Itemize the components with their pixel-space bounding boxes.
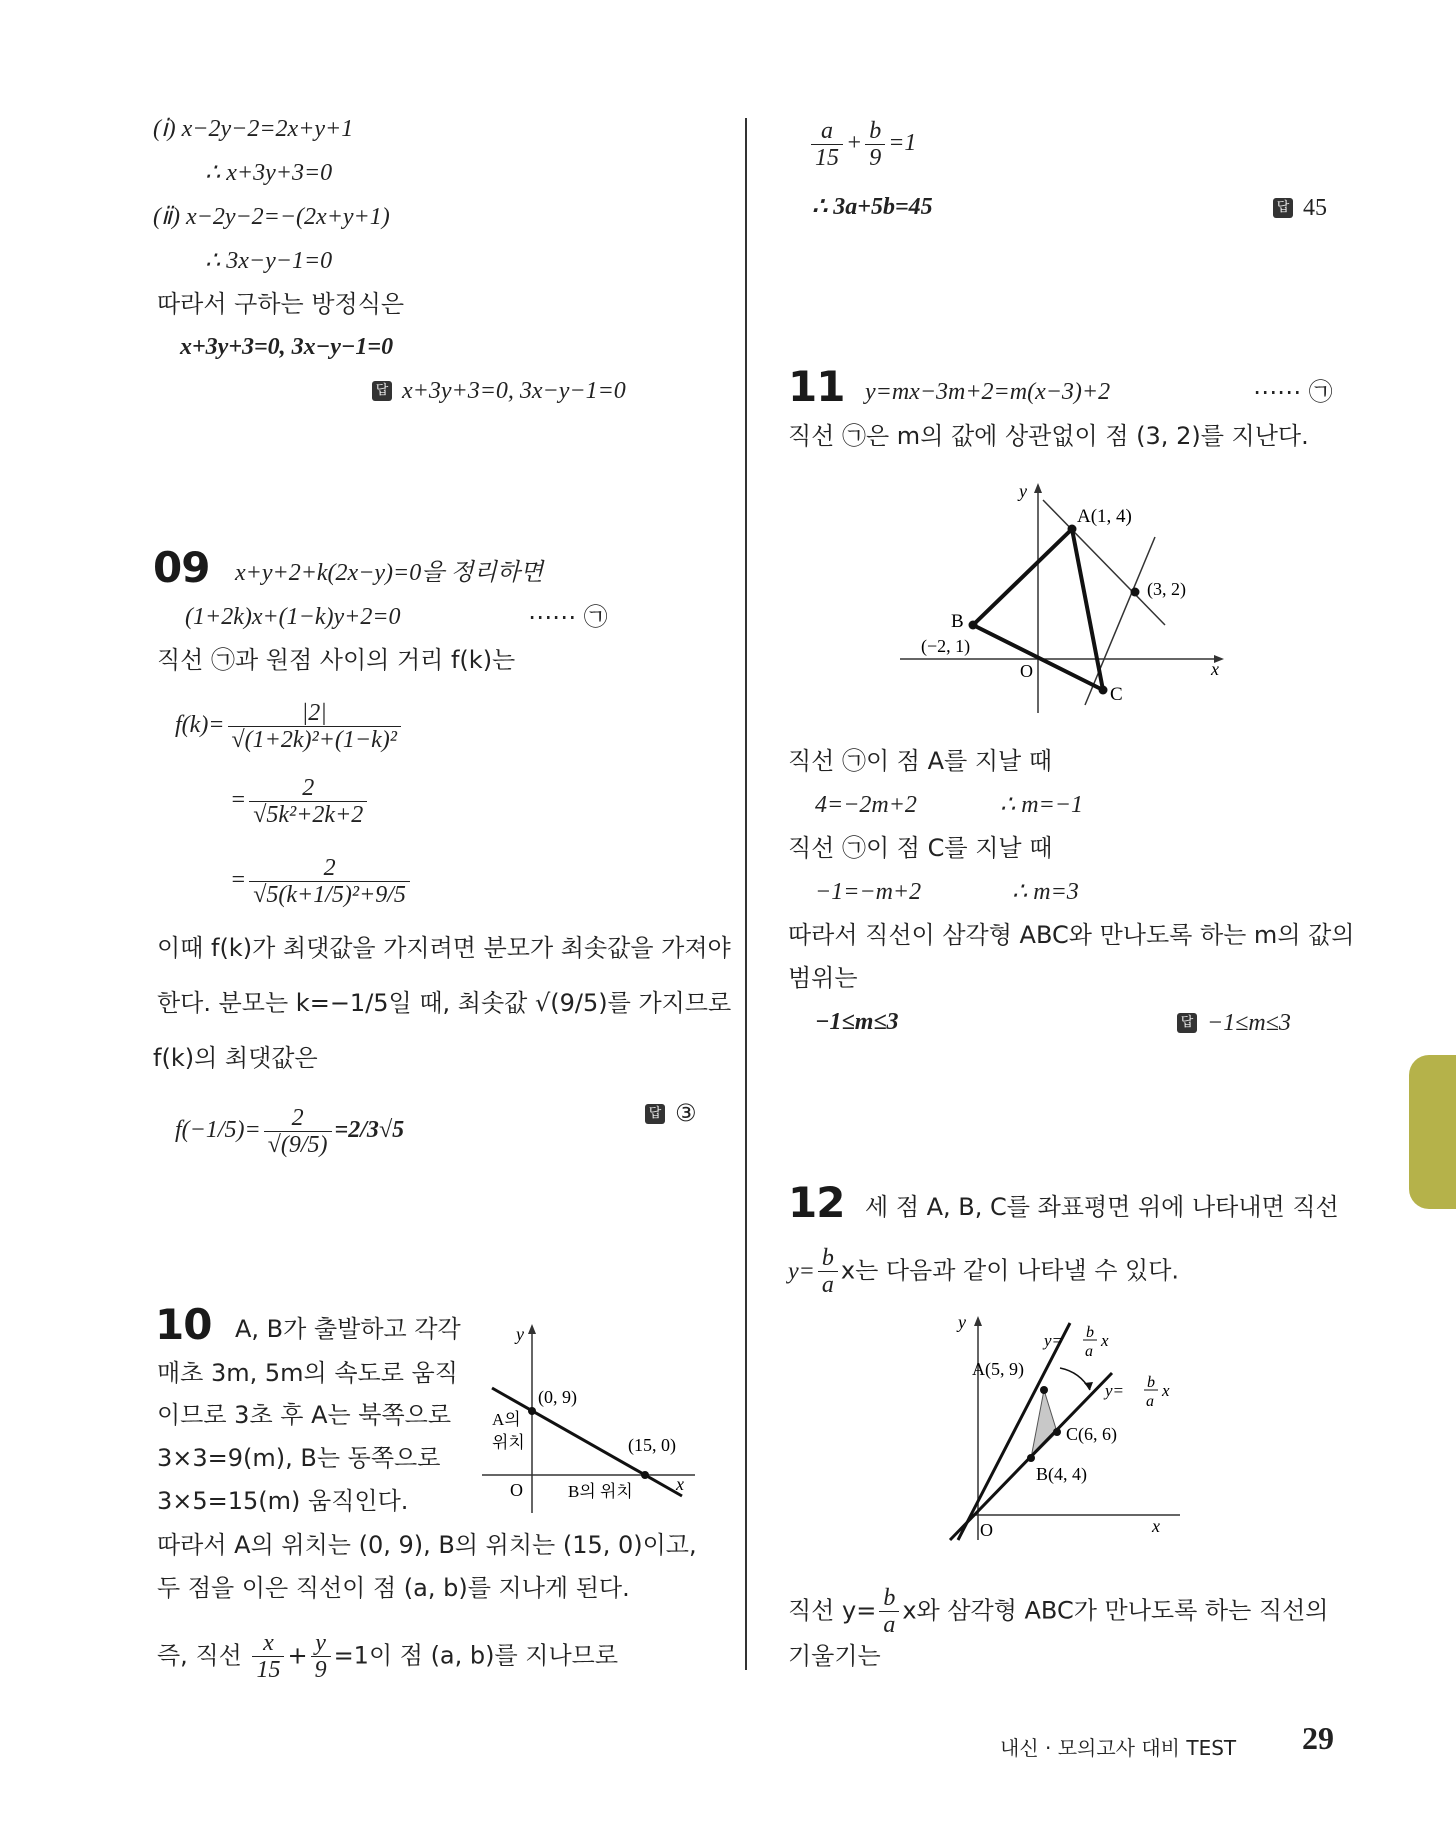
q12-pt-b-label: B(4, 4) [1036,1464,1087,1484]
q11-pt-fixed-label: (3, 2) [1147,579,1186,599]
q10-answer-value: 45 [1303,195,1327,221]
q08-line-3: (ⅱ) x−2y−2=−(2x+y+1) [153,204,390,230]
svg-text:x: x [1162,1381,1170,1400]
q11-pt-a-label: A(1, 4) [1077,506,1132,527]
q11-origin: O [1020,661,1033,681]
q09-line-1: x+y+2+k(2x−y)=0을 정리하면 [235,560,544,586]
q12-origin: O [980,1520,993,1540]
page-number: 29 [1302,1720,1334,1756]
q12-graph [940,1310,1200,1545]
q12-point-a [1040,1386,1048,1394]
column-divider [745,118,747,1670]
q10-origin: O [510,1480,523,1500]
q10-a-pos-2: 위치 [492,1433,525,1452]
q10-point-a [528,1407,536,1415]
q11-graph [895,475,1235,715]
y-axis-arrow-icon [528,1324,536,1334]
q11-y-label: y [1019,481,1027,501]
q09-answer [645,1098,697,1128]
q12-point-b [1027,1454,1035,1462]
q09-line-3: 직선 ㉠과 원점 사이의 거리 f(k)는 [157,646,516,674]
svg-text:a: a [1085,1343,1093,1360]
q12-number: 12 [788,1178,845,1227]
q12-y-label: y [958,1312,966,1332]
q11-line-5: 직선 ㉠이 점 C를 지날 때 [788,834,1053,862]
q09-final: f(−1/5)= $\frac{2}{√(9/5)}$ =2/3√5 [175,1105,405,1158]
q11-number: 11 [788,362,845,411]
q09-marker: ⋯⋯ ㉠ [528,603,608,631]
q11-answer-value: −1≤m≤3 [1207,1010,1291,1036]
q08-line-5: 따라서 구하는 방정식은 [157,290,405,318]
y-axis-arrow-icon [1034,483,1042,493]
q12-line-1: 세 점 A, B, C를 좌표평면 위에 나타내면 직선 [865,1193,1339,1221]
q11-line-4b: ∴ m=−1 [1000,792,1083,818]
q10-line-3: 이므로 3초 후 A는 북쪽으로 [157,1401,452,1429]
q10-cont-result: ∴ 3a+5b=45 [812,194,933,220]
q12-line-3: 직선 y= $\frac{b}{a}$ x와 삼각형 ABC가 만나도록 하는 직선의 [788,1585,1329,1638]
q12-x-label: x [1152,1516,1160,1536]
svg-text:y=: y= [1105,1381,1125,1400]
q11-line-7: 따라서 직선이 삼각형 ABC와 만나도록 하는 m의 값의 [788,921,1355,949]
q12-line-label-right [1103,1374,1170,1410]
q08-answer-value: x+3y+3=0, 3x−y−1=0 [402,378,626,404]
q12-triangle-abc [1031,1390,1057,1458]
q10-line-7: 두 점을 이은 직선이 점 (a, b)를 지나게 된다. [157,1574,630,1602]
q11-line-6b: ∴ m=3 [1012,879,1079,905]
footer-title: 내신 · 모의고사 대비 TEST [1000,1736,1237,1760]
q10-line-6: 따라서 A의 위치는 (0, 9), B의 위치는 (15, 0)이고, [157,1531,697,1559]
q11-line-through-c [1085,537,1155,705]
q08-line-1: (ⅰ) x−2y−2=2x+y+1 [153,116,354,142]
q11-line-4: 4=−2m+2 [815,792,917,818]
q09-eq2: = $\frac{2}{\text{√5k²+2k+2}}$ [230,775,370,828]
q08-answer [372,375,626,406]
q08-result: x+3y+3=0, 3x−y−1=0 [180,334,394,360]
q10-x-label: x [676,1474,684,1494]
svg-text:b: b [1086,1324,1094,1341]
q10-number: 10 [155,1300,212,1349]
q08-line-2: ∴ x+3y+3=0 [205,160,333,186]
q10-cont-eq: $\frac{a}{15}$ + $\frac{b}{9}$ =1 [808,118,916,171]
q11-point-c [1099,686,1108,695]
q11-x-label: x [1211,659,1219,679]
q10-line-1: A, B가 출발하고 각각 [235,1315,461,1343]
q10-y-label: y [516,1324,524,1344]
q11-line-2: 직선 ㉠은 m의 값에 상관없이 점 (3, 2)를 지난다. [788,422,1309,450]
q11-result: −1≤m≤3 [815,1009,899,1035]
q11-line-1: y=mx−3m+2=m(x−3)+2 [865,379,1111,405]
q10-line-5: 3×5=15(m) 움직인다. [157,1487,409,1515]
q10-pt-b-label: (15, 0) [628,1435,676,1455]
q11-marker: ⋯⋯ ㉠ [1253,378,1333,406]
q10-answer [1273,192,1327,223]
answer-badge: 답 [372,381,392,401]
q12-pt-a-label: A(5, 9) [972,1359,1024,1379]
q09-line-6: f(k)의 최댓값은 [153,1044,318,1072]
answer-badge: 답 [1273,198,1293,218]
q11-answer [1177,1007,1291,1038]
q11-point-b [969,621,978,630]
q11-pt-b-coord: (−2, 1) [921,636,971,656]
q11-pt-b-label: B [951,611,964,632]
q09-number: 09 [153,543,210,592]
q10-line-8: 즉, 직선 $\frac{x}{15}$ + $\frac{y}{9}$ =1이 점 (a, b)를 지나므로 [157,1630,619,1683]
q10-line-2: 매초 3m, 5m의 속도로 움직 [157,1359,458,1387]
y-axis-arrow-icon [974,1316,982,1326]
svg-text:a: a [1146,1393,1154,1410]
q11-line-6: −1=−m+2 [815,879,922,905]
q11-point-a [1068,525,1077,534]
q12-line-4: 기울기는 [788,1642,881,1670]
q10-a-pos-1: A의 [492,1410,521,1429]
q11-line-3: 직선 ㉠이 점 A를 지날 때 [788,747,1053,775]
q10-point-b [641,1471,649,1479]
q10-graph [480,1318,720,1523]
q11-line-8: 범위는 [788,964,858,992]
q12-rotation-arc [1060,1368,1090,1390]
svg-text:b: b [1147,1374,1155,1391]
q09-eq1: f(k)= $\frac{|2|}{\text{√(1+2k)²+(1−k)²}}$ [175,700,404,753]
chapter-side-tab [1409,1055,1456,1209]
q09-eq3: = $\frac{2}{\text{√5(k+1/5)²+9/5}}$ [230,855,413,908]
svg-text:x: x [1101,1331,1109,1350]
q10-b-pos: B의 위치 [568,1482,633,1501]
answer-badge: 답 [1177,1013,1197,1033]
q10-line-4: 3×3=9(m), B는 동쪽으로 [157,1444,441,1472]
q12-line-2: y= $\frac{b}{a}$ x는 다음과 같이 나타낼 수 있다. [788,1245,1180,1298]
answer-badge: 답 [645,1104,665,1124]
q11-pt-c-label: C [1110,684,1123,705]
q12-point-c [1053,1428,1061,1436]
q08-line-4: ∴ 3x−y−1=0 [205,248,333,274]
q09-answer-value: ③ [675,1099,697,1127]
svg-text:y=: y= [1044,1331,1064,1350]
q10-pt-a-label: (0, 9) [538,1387,577,1407]
q09-line-4: 이때 f(k)가 최댓값을 가지려면 분모가 최솟값을 가져야 [157,934,731,962]
q11-point-fixed [1131,588,1140,597]
q12-pt-c-label: C(6, 6) [1066,1424,1117,1444]
q09-line-5: 한다. 분모는 k=−1/5일 때, 최솟값 √(9/5)를 가지므로 [157,989,732,1017]
q09-line-2: (1+2k)x+(1−k)y+2=0 [185,604,401,630]
